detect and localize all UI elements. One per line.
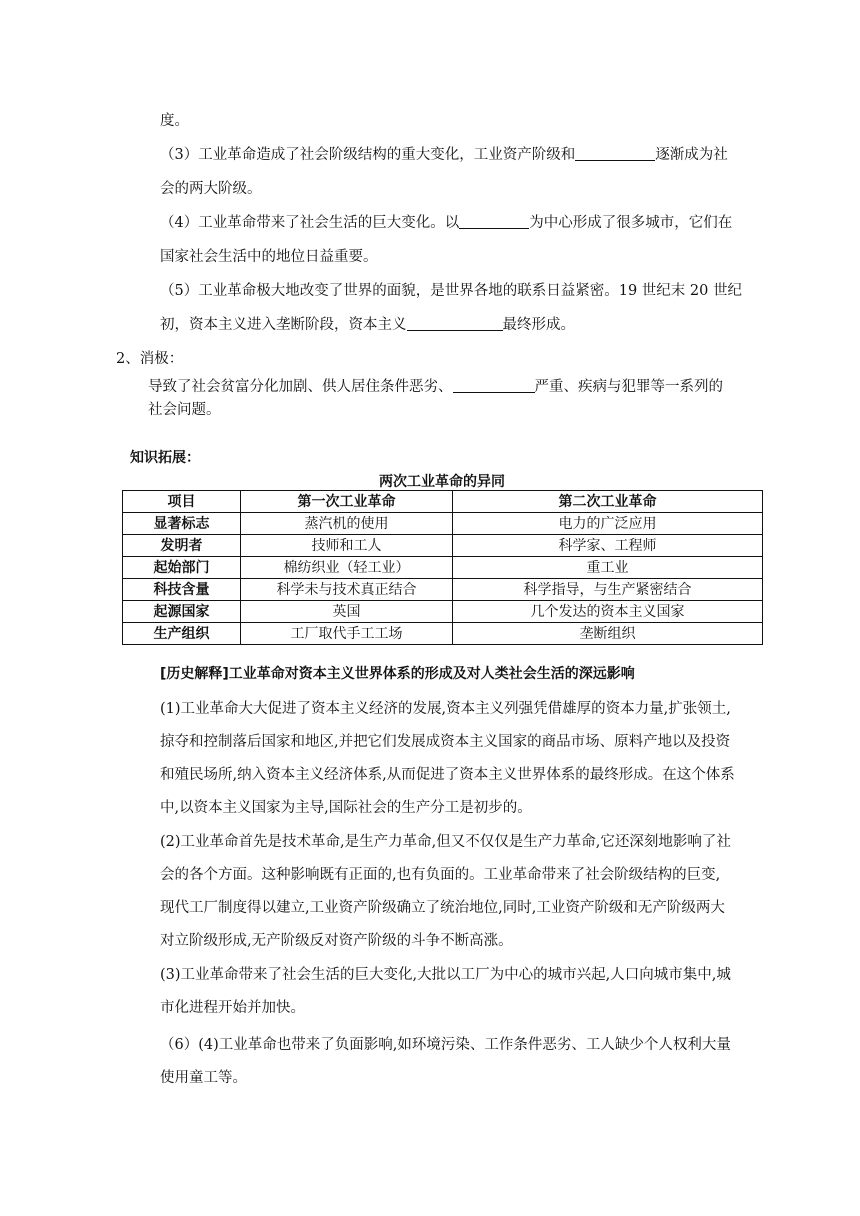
- row-label: 显著标志: [123, 513, 241, 535]
- table-row: [123, 535, 763, 557]
- table-cell: 垄断组织: [453, 623, 763, 645]
- table-cell: 蒸汽机的使用: [241, 513, 453, 535]
- table-row: [123, 579, 763, 601]
- table-cell: 工厂取代手工工场: [241, 623, 453, 645]
- section-title: 知识拓展：: [130, 450, 200, 466]
- table-cell: 科学未与技术真正结合: [241, 579, 453, 601]
- text-segment: 严重、疾病与犯罪等一系列的: [534, 379, 723, 395]
- row-label: 科技含量: [123, 579, 241, 601]
- text-line: 掠夺和控制落后国家和地区,并把它们发展成资本主义国家的商品市场、原料产地以及投资: [160, 734, 731, 750]
- table-row: [123, 623, 763, 645]
- fill-blank[interactable]: [459, 214, 529, 229]
- fill-blank[interactable]: [407, 316, 503, 331]
- text-line: 使用童工等。: [160, 1070, 247, 1086]
- table-cell: 重工业: [453, 557, 763, 579]
- table-row: [123, 601, 763, 623]
- table-cell: 科学指导，与生产紧密结合: [453, 579, 763, 601]
- table-cell: 棉纺织业（轻工业）: [241, 557, 453, 579]
- header-cell: 项目: [123, 491, 241, 513]
- text-segment: 导致了社会贫富分化加剧、供人居住条件恶劣、: [148, 379, 453, 395]
- paragraph-3-line-1: [160, 146, 728, 164]
- table-cell: 电力的广泛应用: [453, 513, 763, 535]
- text-line: 对立阶级形成,无产阶级反对资产阶级的斗争不断高涨。: [160, 933, 513, 949]
- table-cell: 几个发达的资本主义国家: [453, 601, 763, 623]
- negative-line-1: [148, 378, 723, 396]
- text-segment: （3）工业革命造成了社会阶级结构的重大变化，工业资产阶级和: [160, 147, 576, 163]
- text-line: (1)工业革命大大促进了资本主义经济的发展,资本主义列强凭借雄厚的资本力量,扩张领土,: [160, 701, 731, 717]
- text-line: 度。: [160, 113, 189, 129]
- text-line: (2)工业革命首先是技术革命,是生产力革命,但又不仅仅是生产力革命,它还深刻地影响了社: [160, 834, 731, 850]
- text-segment: 逐渐成为社: [655, 147, 728, 163]
- table-cell: 英国: [241, 601, 453, 623]
- history-heading: [历史解释]工业革命对资本主义世界体系的形成及对人类社会生活的深远影响: [160, 666, 635, 682]
- text-line: 和殖民场所,纳入资本主义经济体系,从而促进了资本主义世界体系的最终形成。在这个体系: [160, 767, 735, 783]
- text-line: 会的各个方面。这种影响既有正面的,也有负面的。工业革命带来了社会阶级结构的巨变,: [160, 867, 721, 883]
- comparison-table: [122, 490, 763, 645]
- paragraph-4-line-1: [160, 214, 732, 232]
- negative-heading: 2、消极：: [116, 351, 184, 367]
- header-cell: 第二次工业革命: [453, 491, 763, 513]
- text-line: 会的两大阶级。: [160, 181, 262, 197]
- row-label: 起源国家: [123, 601, 241, 623]
- text-line: 中,以资本主义国家为主导,国际社会的生产分工是初步的。: [160, 800, 532, 816]
- table-row: [123, 513, 763, 535]
- table-header-row: [123, 491, 763, 513]
- text-line: 社会问题。: [148, 402, 221, 418]
- paragraph-5-line-2: [160, 316, 575, 334]
- text-segment: 最终形成。: [502, 317, 575, 333]
- header-cell: 第一次工业革命: [241, 491, 453, 513]
- text-segment: （4）工业革命带来了社会生活的巨大变化。以: [160, 215, 460, 231]
- row-label: 起始部门: [123, 557, 241, 579]
- text-line: 现代工厂制度得以建立,工业资产阶级确立了统治地位,同时,工业资产阶级和无产阶级两大: [160, 900, 725, 916]
- row-label: 发明者: [123, 535, 241, 557]
- table-cell: 科学家、工程师: [453, 535, 763, 557]
- text-line: 国家社会生活中的地位日益重要。: [160, 249, 378, 265]
- text-line: (3)工业革命带来了社会生活的巨大变化,大批以工厂为中心的城市兴起,人口向城市集中,城: [160, 967, 731, 983]
- table-title: 两次工业革命的异同: [379, 474, 505, 490]
- text-line: （5）工业革命极大地改变了世界的面貌，是世界各地的联系日益紧密。19 世纪末 20 世纪: [160, 283, 742, 299]
- table-row: [123, 557, 763, 579]
- text-line: 市化进程开始并加快。: [160, 1000, 305, 1016]
- text-segment: 初，资本主义进入垄断阶段，资本主义: [160, 317, 407, 333]
- text-segment: 为中心形成了很多城市，它们在: [529, 215, 733, 231]
- fill-blank[interactable]: [453, 378, 535, 393]
- fill-blank[interactable]: [575, 146, 655, 161]
- table-cell: 技师和工人: [241, 535, 453, 557]
- text-line: （6）(4)工业革命也带来了负面影响,如环境污染、工作条件恶劣、工人缺少个人权利大量: [160, 1037, 731, 1053]
- row-label: 生产组织: [123, 623, 241, 645]
